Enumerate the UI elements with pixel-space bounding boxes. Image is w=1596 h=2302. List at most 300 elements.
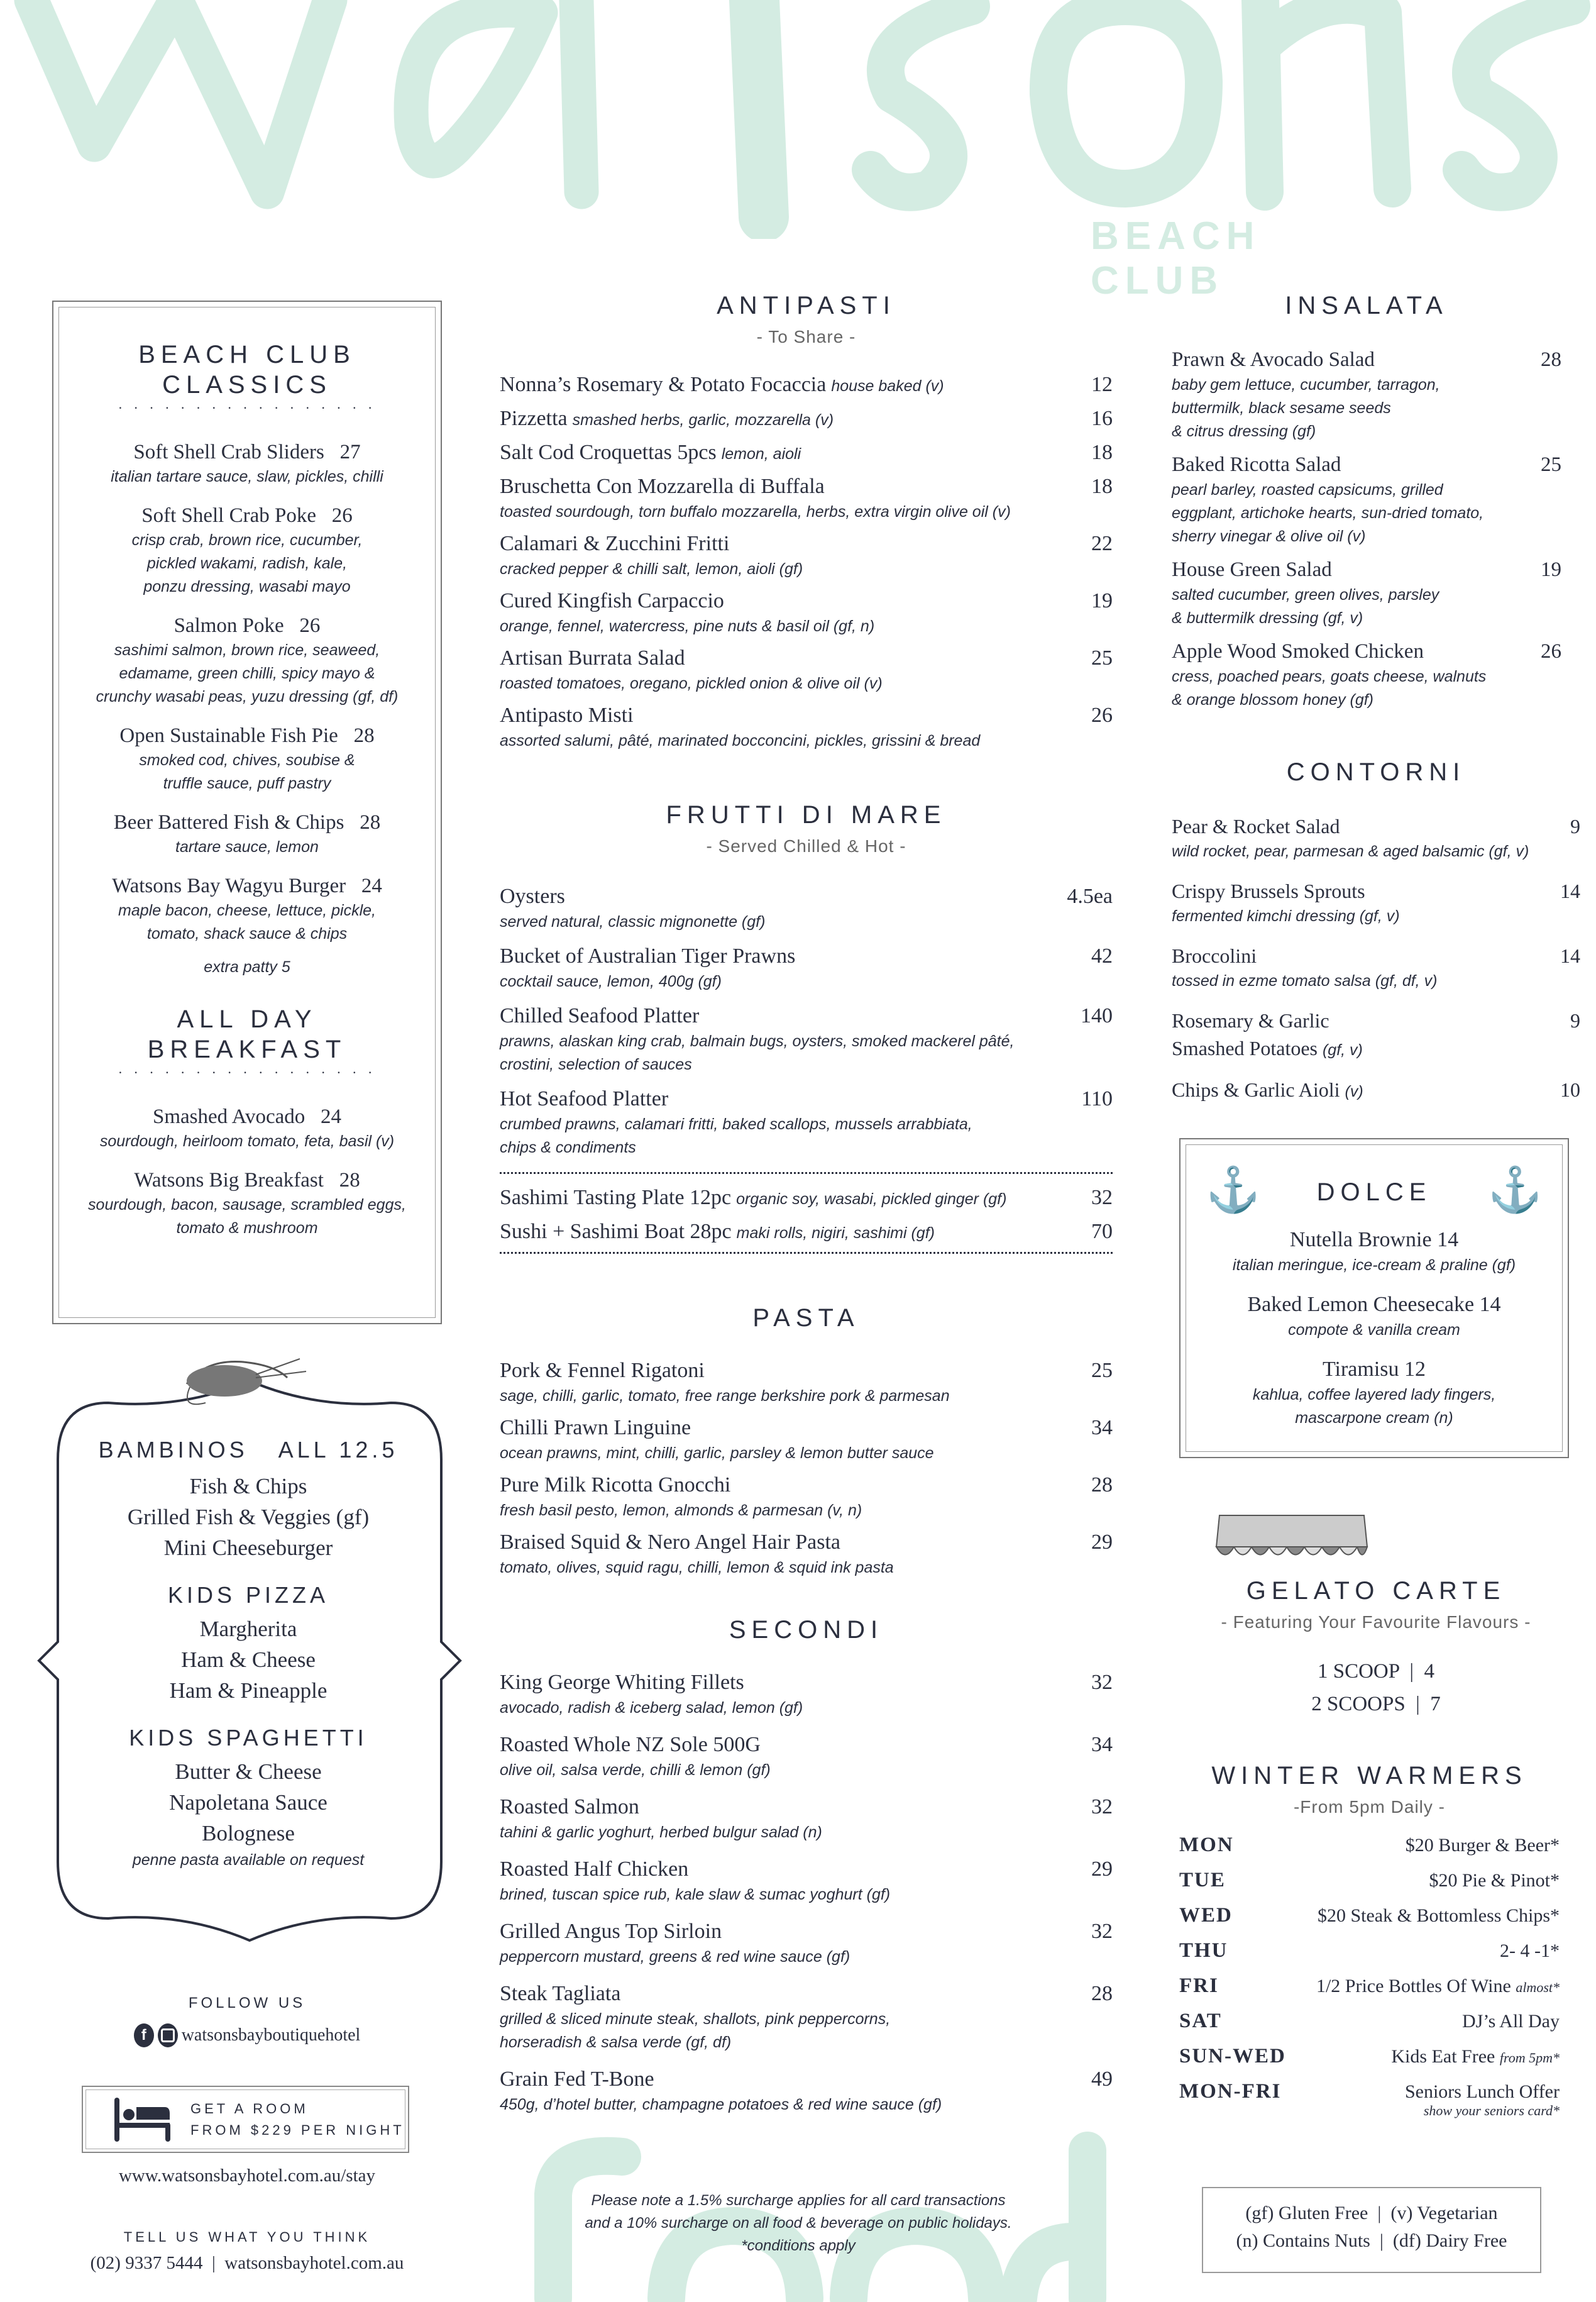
menu-item-name: Grilled Angus Top Sirloin [500,1920,722,1943]
menu-item-price: 25 [1541,453,1561,476]
menu-item-heading [500,587,724,615]
menu-item-name: Bucket of Australian Tiger Prawns [500,944,796,968]
menu-item [500,1218,1113,1246]
insalata-title: INSALATA [1285,292,1448,319]
menu-item-price: 28 [360,811,381,834]
menu-item-heading [500,645,685,672]
menu-item-name: Pear & Rocket Salad [1172,815,1340,838]
menu-item-price: 34 [1091,1733,1113,1756]
winter-warmer-day: WED [1179,1904,1233,1927]
menu-item-row [1172,1076,1580,1104]
menu-item-row [500,473,1113,501]
menu-item-row [500,587,1113,615]
get-a-room-button[interactable] [82,2086,409,2153]
menu-item-price: 26 [1541,640,1561,663]
menu-item [66,612,428,709]
menu-item-heading [1172,451,1341,479]
menu-item [500,943,1113,993]
menu-item-name: Steak Tagliata [500,1982,621,2005]
menu-item-price: 12 [1091,373,1113,396]
menu-item [500,1856,1113,1906]
menu-item-description: toasted sourdough, torn buffalo mozzarella, herbs, extra virgin olive oil (v) [500,503,1011,521]
social-handle[interactable]: watsonsbayboutiquehotel [181,2025,361,2045]
follow-us-label: FOLLOW US [188,1995,306,2011]
menu-item-price: 32 [1091,1186,1113,1209]
menu-item-description: crumbed prawns, calamari fritti, baked scallops, mussels arrabbiata, chips & condiments [500,1115,972,1156]
menu-item-name: Soft Shell Crab Sliders [133,441,324,463]
menu-item [500,702,1113,753]
winter-warmer-note: almost* [1516,1979,1560,1995]
menu-item [500,1529,1113,1580]
shrimp-icon [187,1359,306,1404]
menu-item [500,1357,1113,1408]
menu-item-row [500,1002,1113,1030]
seniors-note: show your seniors card* [1423,2103,1560,2118]
menu-item [500,1085,1113,1159]
menu-item-price: 42 [1091,944,1113,968]
menu-item-row [500,1184,1113,1212]
menu-item-description: organic soy, wasabi, pickled ginger (gf) [736,1190,1007,1208]
penne-note: penne pasta available on request [132,1851,365,1869]
menu-item-name: Artisan Burrata Salad [500,646,685,670]
conditions-note: *conditions apply [741,2237,856,2254]
menu-item-heading [500,1918,722,1945]
secondi-title: SECONDI [729,1616,884,1644]
menu-item-heading [1172,942,1257,970]
menu-item [500,530,1113,581]
legend-line: (n) Contains Nuts | (df) Dairy Free [1236,2230,1507,2251]
menu-item-heading [1172,1076,1363,1104]
winter-warmer-offer-text: $20 Steak & Bottomless Chips* [1317,1905,1560,1926]
menu-item-heading [66,439,428,465]
menu-item-heading [1172,1007,1363,1062]
menu-item-price: 18 [1091,441,1113,464]
menu-item-row [1172,451,1561,479]
menu-item-price: 28 [339,1169,360,1192]
menu-item-description: crisp crab, brown rice, cucumber, pickled wakami, radish, kale, ponzu dressing, wasabi mayo [131,531,363,595]
menu-item-price: 28 [1541,348,1561,371]
menu-item-price: 16 [1091,407,1113,430]
winter-warmer-day: TUE [1179,1869,1226,1891]
menu-item-description: sourdough, heirloom tomato, feta, basil (v) [99,1132,395,1150]
bed-icon [111,2094,174,2145]
menu-item [500,1669,1113,1720]
winter-warmer-offer [1318,1905,1560,1927]
menu-item [500,1793,1113,1844]
menu-item-price: 14 [1560,944,1580,967]
menu-item-name: Antipasto Misti [500,704,634,727]
winter-warmer-day: THU [1179,1939,1228,1962]
menu-item-description: tahini & garlic yoghurt, herbed bulgur salad (n) [500,1823,822,1841]
menu-item-row [500,1085,1113,1113]
menu-item [500,587,1113,638]
menu-item [500,645,1113,695]
menu-item [500,1918,1113,1969]
menu-item-price: 9 [1570,1009,1580,1032]
winter-warmer-offer [1316,1976,1560,1997]
menu-item-price: 14 [1560,880,1580,902]
menu-item-price: 32 [1091,1671,1113,1694]
menu-item-description: sage, chilli, garlic, tomato, free range berkshire pork & parmesan [500,1387,950,1405]
menu-item-description: tartare sauce, lemon [175,838,319,856]
menu-item [500,473,1113,524]
menu-item-row [1172,942,1580,970]
menu-item-name: Nonna’s Rosemary & Potato Focaccia [500,373,827,396]
menu-item-row [500,1669,1113,1696]
menu-item-description: tossed in ezme tomato salsa (gf, df, v) [1172,972,1438,990]
menu-item-price: 28 [1091,1982,1113,2005]
winter-warmer-day: MON-FRI [1179,2080,1282,2103]
menu-item-name: Salmon Poke [173,614,284,637]
frutti-subtitle: - Served Chilled & Hot - [706,836,906,856]
dessert-description: kahlua, coffee layered lady fingers, mascarpone cream (n) [1252,1386,1496,1427]
menu-item-row [500,1731,1113,1759]
menu-item-price: 32 [1091,1795,1113,1818]
menu-item-description: lemon, aioli [721,445,801,463]
menu-item-description: sashimi salmon, brown rice, seaweed, edamame, green chilli, spicy mayo & crunchy wasabi peas, yuzu dressing (gf, df) [96,641,399,706]
menu-item [500,1184,1113,1212]
menu-item-row [500,943,1113,970]
watsons-logo-watermark [0,0,1596,239]
dessert-item [1193,1356,1555,1430]
menu-item [1172,1076,1580,1104]
menu-item-name: Chilled Seafood Platter [500,1004,700,1027]
menu-item-heading [500,473,825,501]
dessert-item [1193,1291,1555,1342]
menu-item-heading [66,873,428,899]
menu-item-description: italian tartare sauce, slaw, pickles, chilli [111,468,383,485]
menu-item [1172,346,1561,443]
winter-warmer-row [1179,1939,1560,1974]
kids-pizza-item: Ham & Cheese [181,1647,316,1672]
classics-title: BEACH CLUB CLASSICS [138,341,356,399]
winter-warmer-offer-text: $20 Burger & Beer* [1405,1835,1560,1856]
menu-item-description: brined, tuscan spice rub, kale slaw & sumac yoghurt (gf) [500,1886,891,1903]
menu-item-name: King George Whiting Fillets [500,1671,744,1694]
menu-item [66,502,428,599]
menu-item-name: Calamari & Zucchini Fritti [500,532,730,555]
menu-item-description: roasted tomatoes, oregano, pickled onion & olive oil (v) [500,675,883,692]
instagram-icon[interactable] [158,2023,178,2047]
menu-item [66,439,428,489]
menu-item-row [500,1529,1113,1556]
menu-item-price: 32 [1091,1920,1113,1943]
menu-item-heading [500,2066,654,2093]
menu-item-row [500,405,1113,433]
divider: · · · · · · · · · · · · · · · · · [118,400,377,416]
menu-item-price: 24 [321,1105,341,1128]
winter-warmer-offer [1429,1870,1560,1891]
kids-spaghetti-item: Bolognese [202,1821,295,1845]
menu-item [1172,942,1580,993]
kids-pizza-item: Ham & Pineapple [169,1678,327,1703]
website-link[interactable]: watsonsbayhotel.com.au [224,2253,404,2273]
menu-item-name: Roasted Salmon [500,1795,639,1818]
menu-item-price: 34 [1091,1416,1113,1439]
menu-item [66,1167,428,1240]
bambinos-title: BAMBINOS ALL 12.5 [98,1437,399,1463]
menu-item-heading [500,1085,668,1113]
kids-menu-item: Mini Cheeseburger [163,1536,333,1560]
anchor-icon: ⚓ [1206,1166,1261,1215]
beach-club-subtitle: BEACH CLUB [1091,214,1261,302]
kids-menu-item: Fish & Chips [189,1474,307,1498]
menu-item [500,1002,1113,1076]
menu-item-heading [1172,638,1424,665]
menu-item-description: olive oil, salsa verde, chilli & lemon (gf) [500,1761,771,1779]
winter-warmer-offer [1391,2046,1560,2067]
menu-item-heading [66,1167,428,1193]
menu-item-name: Broccolini [1172,944,1257,967]
gelato-option: 1 SCOOP | 4 [1317,1660,1434,1683]
menu-item-heading [500,1218,935,1246]
winter-warmer-note: from 5pm* [1499,2050,1560,2066]
menu-item-description: (v) [1345,1083,1363,1100]
menu-item-row [500,1918,1113,1945]
dolce-box [1179,1138,1569,1458]
dessert-description: compote & vanilla cream [1288,1321,1460,1339]
winter-warmer-row [1179,1974,1560,2010]
winter-warmer-offer-text: DJ’s All Day [1461,2011,1560,2032]
legend-line: (gf) Gluten Free | (v) Vegetarian [1245,2203,1498,2223]
menu-item-heading [500,1856,688,1883]
menu-item-price: 4.5ea [1067,885,1113,908]
menu-item [500,439,1113,467]
menu-item-description: sourdough, bacon, sausage, scrambled eggs, tomato & mushroom [88,1196,406,1237]
menu-item-heading [500,1002,699,1030]
menu-item-description: (gf, v) [1322,1041,1363,1059]
menu-item [500,883,1113,934]
menu-item [1172,877,1580,928]
menu-item-price: 9 [1570,815,1580,838]
winter-warmers-subtitle: -From 5pm Daily - [1293,1797,1445,1817]
menu-item-row [500,645,1113,672]
menu-item-heading [500,1669,744,1696]
menu-item-row [1172,877,1580,905]
winter-warmer-offer-text: Seniors Lunch Offer [1404,2081,1560,2102]
menu-item-row [1172,556,1561,584]
winter-warmer-offer-text: Kids Eat Free [1391,2046,1495,2067]
menu-item-description: maple bacon, cheese, lettuce, pickle, tomato, shack sauce & chips [118,902,376,943]
menu-item-heading [1172,877,1365,905]
antipasti-subtitle: - To Share - [756,327,856,346]
divider [500,1252,1113,1254]
winter-warmer-offer-text: 1/2 Price Bottles Of Wine [1316,1976,1511,1996]
surcharge-note-1: Please note a 1.5% surcharge applies for all card transactions [591,2192,1006,2209]
room-line-1: GET A ROOM [190,2100,309,2117]
menu-item-name: Chips & Garlic Aioli [1172,1078,1340,1101]
feedback-label: TELL US WHAT YOU THINK [123,2229,371,2245]
menu-item-description: orange, fennel, watercress, pine nuts & basil oil (gf, n) [500,617,875,635]
surcharge-note-2: and a 10% surcharge on all food & beverage on public holidays. [585,2215,1012,2232]
menu-item-description: ocean prawns, mint, chilli, garlic, parsley & lemon butter sauce [500,1444,934,1462]
menu-item-row [500,702,1113,729]
gelato-subtitle: - Featuring Your Favourite Flavours - [1221,1612,1531,1632]
menu-item-heading [500,1184,1006,1212]
menu-item-heading [500,1793,639,1821]
menu-item-name: Crispy Brussels Sprouts [1172,880,1365,902]
menu-item-heading [500,405,834,433]
phone-number[interactable]: (02) 9337 5444 [90,2253,203,2273]
anchor-icon: ⚓ [1487,1166,1543,1215]
menu-item-row [500,1357,1113,1385]
kids-spaghetti-title: KIDS SPAGHETTI [129,1725,368,1751]
menu-item-name: Hot Seafood Platter [500,1087,669,1110]
menu-item-name: Watsons Big Breakfast [134,1169,324,1192]
menu-item-row [1172,1007,1580,1062]
winter-warmer-row [1179,1834,1560,1869]
menu-item [66,722,428,795]
menu-item-description: cress, poached pears, goats cheese, walnuts & orange blossom honey (gf) [1172,668,1487,709]
menu-item-description: assorted salumi, pâté, marinated bocconcini, pickles, grissini & bread [500,732,981,750]
winter-warmer-row [1179,2045,1560,2080]
kids-spaghetti-item: Napoletana Sauce [169,1790,327,1815]
menu-item [500,2066,1113,2117]
divider [500,1172,1113,1174]
winter-warmer-row [1179,2010,1560,2045]
winter-warmer-day: FRI [1179,1974,1219,1997]
menu-item-description: peppercorn mustard, greens & red wine sauce (gf) [500,1948,850,1966]
dessert-name: Tiramisu 12 [1322,1358,1426,1381]
menu-item-heading [66,1104,428,1130]
menu-item-name: Cured Kingfish Carpaccio [500,589,724,612]
menu-item-heading [66,612,428,639]
menu-item-heading [500,530,729,558]
menu-item-description: cracked pepper & chilli salt, lemon, aioli (gf) [500,560,803,578]
menu-item-heading [66,502,428,529]
menu-item-heading [66,809,428,836]
menu-item-price: 25 [1091,646,1113,670]
menu-item-price: 25 [1091,1359,1113,1382]
menu-item-name: Beer Battered Fish & Chips [113,811,344,834]
menu-item [1172,451,1561,548]
dietary-legend [1202,2187,1541,2273]
menu-item-heading [500,702,634,729]
kids-spaghetti-item: Butter & Cheese [175,1759,322,1784]
menu-item-heading [1172,346,1375,374]
dessert-item [1193,1226,1555,1277]
menu-item-price: 110 [1081,1087,1113,1110]
menu-item-name: Pork & Fennel Rigatoni [500,1359,705,1382]
dolce-title: DOLCE [1316,1178,1432,1206]
menu-item-name: Braised Squid & Nero Angel Hair Pasta [500,1530,841,1554]
menu-item [500,371,1113,399]
winter-warmers-title: WINTER WARMERS [1211,1762,1527,1790]
menu-item-heading [500,1980,620,2008]
menu-item-price: 29 [1091,1530,1113,1554]
menu-item-name: Chilli Prawn Linguine [500,1416,691,1439]
breakfast-title: ALL DAY BREAKFAST [147,1005,347,1063]
stay-url-link[interactable]: www.watsonsbayhotel.com.au/stay [118,2166,376,2186]
menu-item-row [500,1793,1113,1821]
menu-item-row [500,2066,1113,2093]
menu-item-description: smashed herbs, garlic, mozzarella (v) [572,411,834,429]
facebook-icon[interactable]: f [134,2023,154,2047]
winter-warmer-row [1179,1904,1560,1939]
menu-item-row [500,1980,1113,2008]
menu-item [500,1414,1113,1465]
menu-item [500,1980,1113,2054]
menu-item-name: Apple Wood Smoked Chicken [1172,640,1424,663]
winter-warmer-offer-text: $20 Pie & Pinot* [1429,1870,1560,1891]
menu-item-price: 70 [1091,1220,1113,1243]
contorni-title: CONTORNI [1286,758,1466,786]
menu-item-description: tomato, olives, squid ragu, chilli, lemon & squid ink pasta [500,1559,894,1576]
menu-item [1172,1007,1580,1062]
room-line-2: FROM $229 PER NIGHT [190,2122,405,2138]
menu-item-name: Pure Milk Ricotta Gnocchi [500,1473,731,1497]
winter-warmer-offer-text: 2- 4 -1* [1500,1940,1560,1961]
menu-item-description: fresh basil pesto, lemon, almonds & parmesan (v, n) [500,1502,862,1519]
menu-item-name: Watsons Bay Wagyu Burger [112,875,346,897]
menu-item-row [500,883,1113,910]
menu-item-heading [500,371,944,399]
menu-item-row [500,439,1113,467]
menu-item-description: grilled & sliced minute steak, shallots, pink peppercorns, horseradish & salsa verde (gf, df) [500,2010,891,2051]
menu-item-description: avocado, radish & iceberg salad, lemon (gf) [500,1699,803,1717]
menu-item-heading [500,1731,761,1759]
menu-item-price: 19 [1091,589,1113,612]
menu-item-price: 28 [1091,1473,1113,1497]
divider: · · · · · · · · · · · · · · · · · [118,1065,377,1080]
menu-item-description: smoked cod, chives, soubise & truffle sauce, puff pastry [139,751,355,792]
menu-item-name: Pizzetta [500,407,568,430]
menu-item-description: wild rocket, pear, parmesan & aged balsamic (gf, v) [1172,843,1529,860]
menu-item-row [1172,346,1561,374]
menu-item-price: 26 [1091,704,1113,727]
menu-item-name: Roasted Whole NZ Sole 500G [500,1733,761,1756]
menu-item-description: prawns, alaskan king crab, balmain bugs, oysters, smoked mackerel pâté, crostini, selection of sauces [500,1032,1015,1073]
menu-item [500,405,1113,433]
menu-item-description: baby gem lettuce, cucumber, tarragon, buttermilk, black sesame seeds & citrus dressing (gf) [1172,376,1440,440]
dessert-name: Nutella Brownie 14 [1289,1228,1459,1251]
menu-item-row [500,1218,1113,1246]
menu-item-name: Sushi + Sashimi Boat 28pc [500,1220,732,1243]
menu-item-heading [500,1529,840,1556]
menu-item-description: served natural, classic mignonette (gf) [500,913,766,931]
menu-item-name: Prawn & Avocado Salad [1172,348,1375,371]
menu-item-heading [1172,556,1332,584]
winter-warmer-offer [1406,1835,1560,1856]
menu-item-row [1172,812,1580,840]
menu-item-name: Roasted Half Chicken [500,1857,689,1881]
menu-item-price: 49 [1091,2067,1113,2091]
menu-item-name: Open Sustainable Fish Pie [119,724,338,747]
menu-item-price: 18 [1091,475,1113,498]
menu-item-price: 26 [299,614,321,637]
menu-item-price: 28 [353,724,375,747]
antipasti-title: ANTIPASTI [717,292,896,319]
menu-item [66,809,428,859]
menu-item-price: 29 [1091,1857,1113,1881]
menu-item-heading [500,1414,691,1442]
menu-item-heading [500,1357,705,1385]
kids-pizza-item: Margherita [199,1617,297,1641]
winter-warmer-offer [1500,1940,1560,1962]
menu-item-description: fermented kimchi dressing (gf, v) [1172,907,1400,925]
menu-item-description: house baked (v) [831,377,944,395]
menu-item [1172,556,1561,630]
menu-item-price: 10 [1560,1078,1580,1101]
menu-item-name: Oysters [500,885,565,908]
menu-item-heading [1172,812,1340,840]
awning-icon [1213,1509,1370,1567]
kids-pizza-title: KIDS PIZZA [167,1582,329,1608]
menu-item [1172,812,1580,863]
menu-item-description: salted cucumber, green olives, parsley & buttermilk dressing (gf, v) [1172,586,1439,627]
menu-item-price: 22 [1091,532,1113,555]
menu-item-name: Rosemary & Garlic Smashed Potatoes [1172,1009,1329,1060]
